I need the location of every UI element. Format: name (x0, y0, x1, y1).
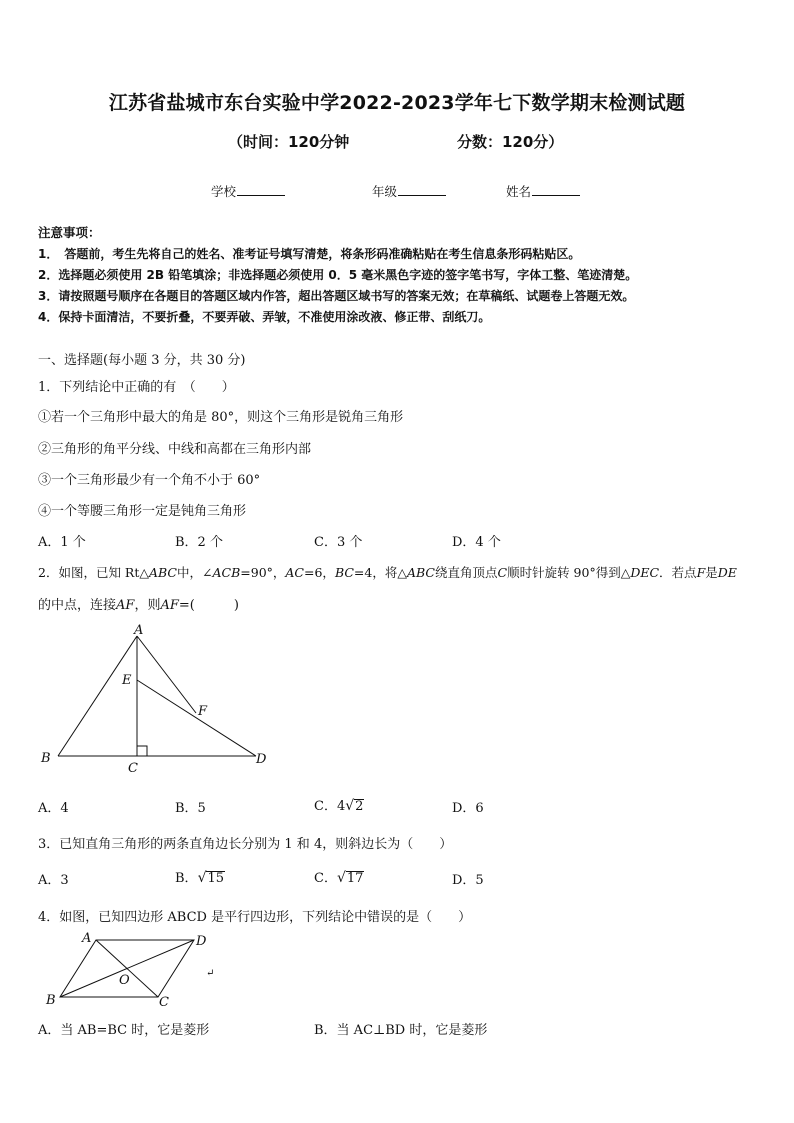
q1-option-c[interactable]: C．3 个 (314, 535, 363, 550)
name-blank[interactable] (532, 194, 580, 196)
q4-label-c: C (159, 995, 169, 1010)
q1-option-d[interactable]: D．4 个 (452, 535, 501, 550)
exam-title: 江苏省盐城市东台实验中学2022-2023学年七下数学期末检测试题 (108, 92, 686, 114)
school-field (211, 182, 285, 200)
q2-option-a[interactable]: A．4 (38, 801, 69, 816)
grade-label: 年级 (372, 184, 398, 199)
school-label: 学校 (211, 184, 237, 199)
q2-figure (36, 622, 276, 774)
q2-option-c[interactable]: C．4√2 (314, 798, 364, 814)
q2-label-e: E (122, 673, 132, 688)
q2-segment-ab (58, 636, 137, 756)
q2-option-b[interactable]: B．5 (175, 801, 206, 816)
q3-option-c[interactable]: C．√17 (314, 870, 364, 886)
q4-figure (38, 928, 228, 1012)
q2-segment-ed (137, 680, 256, 756)
return-mark-icon: ↵ (206, 968, 215, 979)
q2-right-angle-mark (137, 746, 147, 756)
q4-label-b: B (46, 993, 56, 1008)
q3-option-b[interactable]: B．√15 (175, 870, 225, 886)
q2-label-a: A (134, 623, 144, 638)
q1-statement-1: ①若一个三角形中最大的角是 80°，则这个三角形是锐角三角形 (38, 410, 404, 425)
notice-item-1: 1． 答题前，考生先将自己的姓名、准考证号填写清楚，将条形码准确粘贴在考生信息条形码粘贴区。 (38, 247, 581, 261)
q1-statement-3: ③一个三角形最少有一个角不小于 60° (38, 473, 261, 488)
q1-statement-2: ②三角形的角平分线、中线和高都在三角形内部 (38, 442, 312, 457)
q4-stem: 4．如图，已知四边形 ABCD 是平行四边形，下列结论中错误的是（ ） (38, 910, 472, 925)
name-label: 姓名 (506, 184, 532, 199)
exam-time: （时间：120分钟 (228, 133, 350, 151)
q2-label-b: B (41, 751, 51, 766)
q4-option-b[interactable]: B．当 AC⊥BD 时，它是菱形 (314, 1023, 488, 1038)
q2-label-c: C (128, 761, 138, 774)
q1-stem: 1．下列结论中正确的有 （ ） (38, 380, 235, 395)
grade-blank[interactable] (398, 194, 446, 196)
school-blank[interactable] (237, 194, 285, 196)
q2-segment-af (137, 636, 196, 713)
q2-stem-line2: 的中点，连接AF，则AF=( ) (38, 598, 239, 613)
grade-field (372, 182, 446, 200)
q2-label-f: F (198, 704, 208, 719)
q1-option-b[interactable]: B．2 个 (175, 535, 223, 550)
q3-option-d[interactable]: D．5 (452, 873, 484, 888)
q4-label-d: D (196, 934, 207, 949)
q4-label-o: O (119, 973, 130, 988)
q4-diagonal-bd (60, 940, 194, 997)
notice-heading: 注意事项： (38, 225, 101, 240)
q2-stem-line1: 2．如图，已知 Rt△ABC中，∠ACB=90°，AC=6，BC=4，将△ABC绕直角顶点C顺时针旋转 90°得到△DEC．若点F是DE (38, 565, 737, 580)
q3-stem: 3．已知直角三角形的两条直角边长分别为 1 和 4，则斜边长为（ ） (38, 837, 453, 852)
q3-option-a[interactable]: A．3 (38, 873, 69, 888)
q2-label-d: D (256, 752, 267, 767)
notice-item-2: 2．选择题必须使用 2B 铅笔填涂；非选择题必须使用 0．5 毫米黑色字迹的签字笔书写，字体工整、笔迹清楚。 (38, 268, 638, 282)
notice-item-4: 4．保持卡面清洁，不要折叠，不要弄破、弄皱，不准使用涂改液、修正带、刮纸刀。 (38, 310, 491, 324)
q4-option-a[interactable]: A．当 AB=BC 时，它是菱形 (38, 1023, 210, 1038)
exam-score: 分数：120分） (457, 133, 564, 151)
q1-option-a[interactable]: A．1 个 (38, 535, 86, 550)
notice-item-3: 3．请按照题号顺序在各题目的答题区域内作答，超出答题区域书写的答案无效；在草稿纸、试题卷上答题无效。 (38, 289, 635, 303)
q4-label-a: A (82, 931, 92, 946)
q2-option-d[interactable]: D．6 (452, 801, 484, 816)
section-title: 一、选择题(每小题 3 分，共 30 分) (38, 353, 246, 368)
q1-statement-4: ④一个等腰三角形一定是钝角三角形 (38, 504, 247, 519)
name-field (506, 182, 580, 200)
